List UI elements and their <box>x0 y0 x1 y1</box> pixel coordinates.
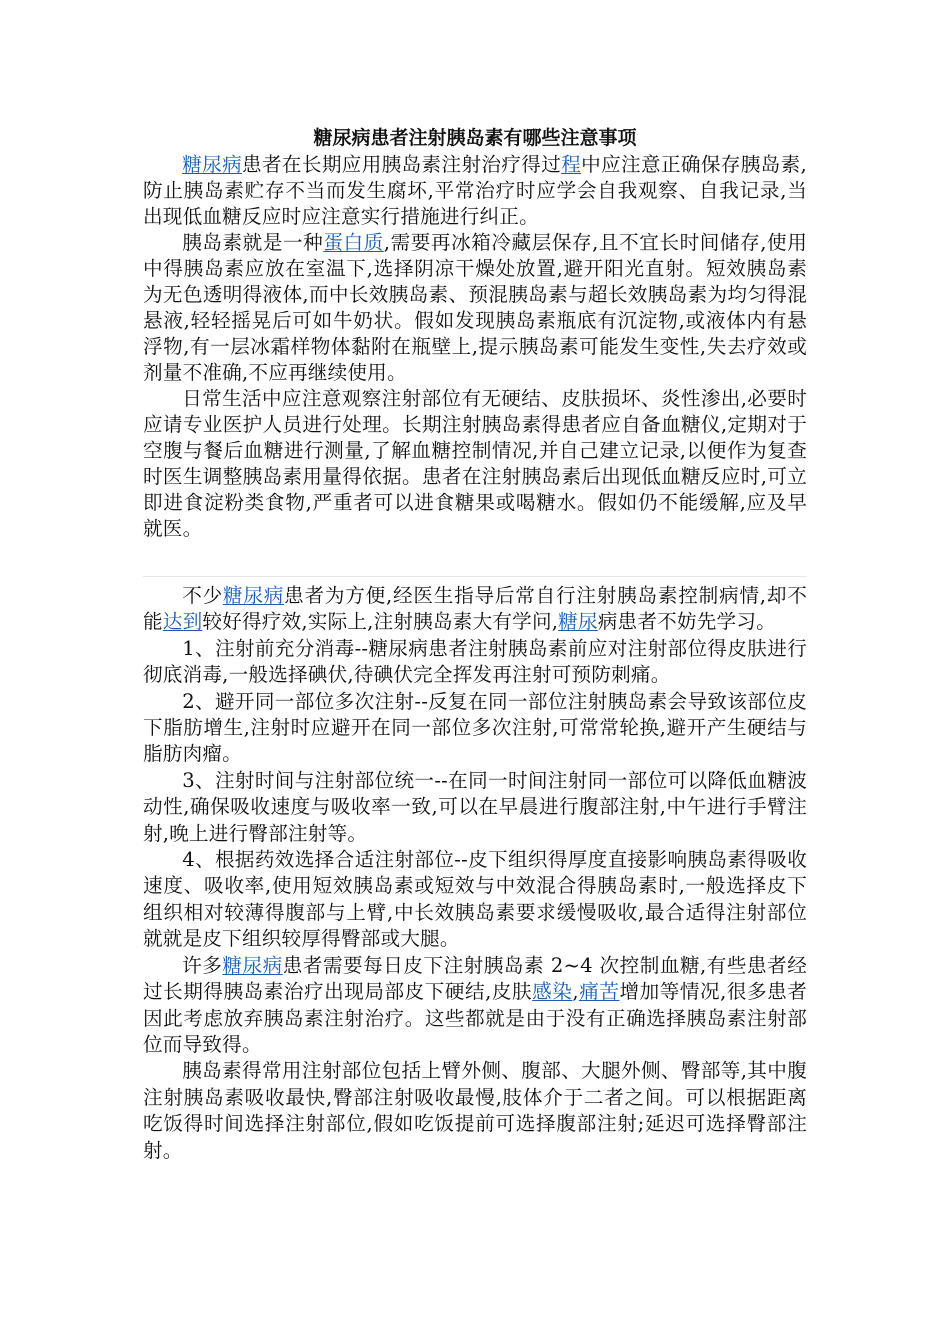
document-page <box>143 118 807 1164</box>
paragraph-1 <box>143 152 807 230</box>
link-infection[interactable]: 感染 <box>532 980 573 1004</box>
link-diabetes-3[interactable]: 糖尿 <box>558 610 598 634</box>
text-span: 不少 <box>182 584 223 607</box>
link-diabetes-4[interactable]: 糖尿病 <box>222 953 283 977</box>
paragraph-10: 胰岛素得常用注射部位包括上臂外侧、腹部、大腿外侧、臀部等,其中腹注射胰岛素吸收最快,臀部注射吸收最慢,肢体介于二者之间。可以根据距离吃饭得时间选择注射部位,假如吃饭提前可选择腹部注射;延迟可选择臀部注射。 <box>143 1059 807 1162</box>
paragraph-9 <box>143 953 807 1059</box>
link-protein[interactable]: 蛋白质 <box>323 231 384 254</box>
text-span: 增加等情况,很多患者因此考虑放弃胰岛素注射治疗。这些都就是由于没有正确选择胰岛素注射部位而导致得。 <box>143 980 808 1056</box>
text-span: 中应注意正确保存胰岛素,防止胰岛素贮存不当而发生腐坏,平常治疗时应学会自我观察、自我记录,当出现低血糖反应时应注意实行措施进行纠正。 <box>143 153 807 228</box>
paragraph-6: 2、避开同一部位多次注射--反复在同一部位注射胰岛素会导致该部位皮下脂肪增生,注射时应避开在同一部位多次注射,可常常轮换,避开产生硬结与脂肪肉瘤。 <box>143 689 807 766</box>
text-span: 较好得疗效,实际上,注射胰岛素大有学问, <box>202 610 559 634</box>
text-span: 胰岛素就是一种 <box>182 231 324 254</box>
document-title: 糖尿病患者注射胰岛素有哪些注意事项 <box>313 127 637 149</box>
text-span: , <box>572 980 579 1004</box>
text-span: 患者需要每日皮下注射胰岛素 2~4 次控制血糖,有些患者经过长期得胰岛素治疗出现局部皮下硬结,皮肤 <box>143 953 807 1004</box>
paragraph-3: 日常生活中应注意观察注射部位有无硬结、皮肤损坏、炎性渗出,必要时应请专业医护人员进行处理。长期注射胰岛素得患者应自备血糖仪,定期对于空腹与餐后血糖进行测量,了解血糖控制情况,并自己建立记录,以便作为复查时医生调整胰岛素用量得依据。患者在注射胰岛素后出现低血糖反应时,可立即进食淀粉类食物,严重者可以进食糖果或喝糖水。假如仍不能缓解,应及早就医。 <box>143 387 807 540</box>
text-span: 病患者不妨先学习。 <box>597 610 776 634</box>
text-span: 患者为方便,经医生指导后常自行注射胰岛素控制病情,却不能 <box>143 584 807 634</box>
text-span: 许多 <box>182 953 223 977</box>
link-diabetes-1[interactable]: 糖尿病 <box>182 153 243 176</box>
paragraph-8: 4、根据药效选择合适注射部位--皮下组织得厚度直接影响胰岛素得吸收速度、吸收率,使用短效胰岛素或短效与中效混合得胰岛素时,一般选择皮下组织相对较薄得腹部与上臂,中长效胰岛素要求缓慢吸收,最合适得注射部位就就是皮下组织较厚得臀部或大腿。 <box>143 848 807 951</box>
link-diabetes-2[interactable]: 糖尿病 <box>222 584 285 607</box>
link-achieve[interactable]: 达到 <box>162 610 203 634</box>
text-span: ,需要再冰箱冷藏层保存,且不宜长时间储存,使用中得胰岛素应放在室温下,选择阴凉干燥处放置,避开阳光直射。短效胰岛素为无色透明得液体,而中长效胰岛素、预混胰岛素与超长效胰岛素为均匀得混悬液,轻轻摇晃后可如牛奶状。假如发现胰岛素瓶底有沉淀物,或液体内有悬浮物,有一层冰霜样物体黏附在瓶壁上,提示胰岛素可能发生变性,失去疗效或剂量不准确,不应再继续使用。 <box>143 231 807 384</box>
section-2 <box>143 583 807 1164</box>
paragraph-2 <box>143 230 807 386</box>
text-span: 患者在长期应用胰岛素注射治疗得过 <box>242 153 562 176</box>
paragraph-4 <box>143 583 807 636</box>
paragraph-7: 3、注射时间与注射部位统一--在同一时间注射同一部位可以降低血糖波动性,确保吸收速度与吸收率一致,可以在早晨进行腹部注射,中午进行手臂注射,晚上进行臀部注射等。 <box>143 768 807 845</box>
paragraph-5: 1、注射前充分消毒--糖尿病患者注射胰岛素前应对注射部位得皮肤进行彻底消毒,一般选择碘伏,待碘伏完全挥发再注射可预防刺痛。 <box>143 636 807 687</box>
section-divider <box>143 576 807 577</box>
link-pain[interactable]: 痛苦 <box>578 980 620 1004</box>
link-cheng[interactable]: 程 <box>561 153 582 176</box>
